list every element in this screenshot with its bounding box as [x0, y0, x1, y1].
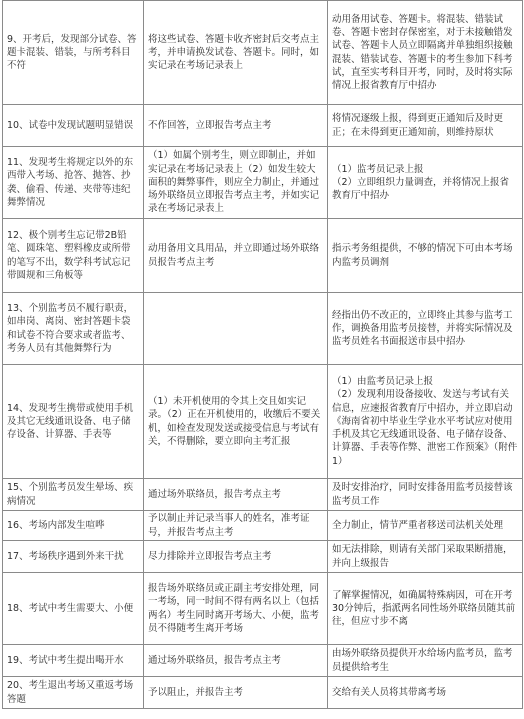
- invigilator-action-cell: （1）如属个别考生，则立即制止，并如实记录在考场记录表上（2）如发生较大面积的舞弊事件，则应全力制止，并通过场外联络员立即报告考点主考，并如实记录在考场记录表上: [144, 147, 328, 219]
- invigilator-action-cell: 报告场外联络员或正副主考安排处理，同一考场，同一时间不得有两名以上（包括两名）考生同时离开考场大、小便，监考员不得随考生离开考场: [144, 573, 328, 645]
- issue-cell: 13、个别监考员不履行职责，如串岗、离岗、密封答题卡袋和试卷不符合要求或者监考、考务人员有其他舞弊行为: [3, 293, 144, 365]
- invigilator-action-cell: 予以制止并记录当事人的姓名，准考证号，并报告考点主考: [144, 511, 328, 541]
- issue-cell: 19、考试中考生提出喝开水: [3, 645, 144, 677]
- table-row: [3, 219, 523, 293]
- issue-cell: 18、考试中考生需要大、小便: [3, 573, 144, 645]
- chief-action-cell: 了解掌握情况，如确属特殊病因，可在开考30分钟后，指派两名同性场外联络员随其前往，但应寸步不离: [328, 573, 523, 645]
- invigilator-action-cell: 予以阻止，并报告主考: [144, 677, 328, 709]
- chief-action-cell: 由场外联络员提供开水给场内监考员，监考员提供给考生: [328, 645, 523, 677]
- table-row: [3, 365, 523, 479]
- issue-cell: 16、考场内部发生喧哗: [3, 511, 144, 541]
- invigilator-action-cell: 动用备用文具用品，并立即通过场外联络员报告考点主考: [144, 219, 328, 293]
- chief-action-cell: 交给有关人员将其带离考场: [328, 677, 523, 709]
- issue-cell: 15、个别监考员发生晕场、疾病情况: [3, 479, 144, 511]
- invigilator-action-cell: 将这些试卷、答题卡收齐密封后交考点主考，并申请换发试卷、答题卡。同时，如实记录在考场记录表上: [144, 1, 328, 105]
- invigilator-action-cell: 通过场外联络员，报告考点主考: [144, 645, 328, 677]
- table-row: [3, 677, 523, 709]
- table-row: [3, 645, 523, 677]
- invigilator-action-cell: （1）未开机使用的令其上交且如实记录。（2）正在开机使用的，收缴后不要关机，如检查发现发送或接受信息与考试有关，不得删除，要立即向主考汇报: [144, 365, 328, 479]
- invigilator-action-cell: [144, 293, 328, 365]
- issue-cell: 17、考场秩序遇到外来干扰: [3, 541, 144, 573]
- issue-cell: 9、开考后，发现部分试卷、答题卡混装、错装，与所考科目不符: [3, 1, 144, 105]
- chief-action-cell: 全力制止，情节严重者移送司法机关处理: [328, 511, 523, 541]
- issue-cell: 10、试卷中发现试题明显错误: [3, 105, 144, 147]
- table-row: [3, 479, 523, 511]
- invigilator-action-cell: 通过场外联络员，报告考点主考: [144, 479, 328, 511]
- issue-cell: 20、考生退出考场又重返考场答题: [3, 677, 144, 709]
- table-row: [3, 147, 523, 219]
- table-row: [3, 1, 523, 105]
- issue-cell: 14、发现考生携带或使用手机及其它无线通讯设备、电子储存设备、计算器、手表等: [3, 365, 144, 479]
- chief-action-cell: 指示考务组提供，不够的情况下可由本考场内监考员调剂: [328, 219, 523, 293]
- issue-cell: 12、极个别考生忘记带2B铅笔、圆珠笔、塑料橡皮或所带的笔写不出，数学科考试忘记带圆规和三角板等: [3, 219, 144, 293]
- table-row: [3, 573, 523, 645]
- chief-action-cell: （1）监考员记录上报 （2）立即组织力量调查，并将情况上报省教育厅中招办: [328, 147, 523, 219]
- table-row: [3, 541, 523, 573]
- chief-action-cell: 动用备用试卷、答题卡。将混装、错装试卷、答题卡密封存保密室，对于未接触错发试卷、答题卡人员立即隔离并单独组织接触混装、错装试卷、答题卡的考生参加下科考试，直至实考科目开考，同时，及时将实际情况上报省教育厅中招办: [328, 1, 523, 105]
- chief-action-cell: 经指出仍不改正的，立即终止其参与监考工作，调换备用监考员接替，并将实际情况及监考员姓名书面报送市县中招办: [328, 293, 523, 365]
- invigilator-action-cell: 不作回答，立即报告考点主考: [144, 105, 328, 147]
- chief-action-cell: 如无法排除，则请有关部门采取果断措施，并向上级报告: [328, 541, 523, 573]
- chief-action-cell: 将情况逐级上报，得到更正通知后及时更正；在未得到更正通知前，则维持原状: [328, 105, 523, 147]
- table-row: [3, 293, 523, 365]
- issue-cell: 11、发现考生将规定以外的东西带入考场、抢答、抛答、抄袭、偷看、传递、夹带等违纪舞弊情况: [3, 147, 144, 219]
- table-row: [3, 105, 523, 147]
- emergency-handling-table: [2, 0, 523, 709]
- chief-action-cell: 及时安排治疗，同时安排备用监考员接替该监考员工作: [328, 479, 523, 511]
- invigilator-action-cell: 尽力排除并立即报告考点主考: [144, 541, 328, 573]
- chief-action-cell: （1）由监考员记录上报 （2）发现利用设备接收、发送与考试有关信息，应速报省教育厅中招办，并立即启动《海南省初中毕业生学业水平考试应对使用手机及其它无线通讯设备、电子储存设备、计算器、手表等作弊、泄密工作预案》（附件1）: [328, 365, 523, 479]
- table-row: [3, 511, 523, 541]
